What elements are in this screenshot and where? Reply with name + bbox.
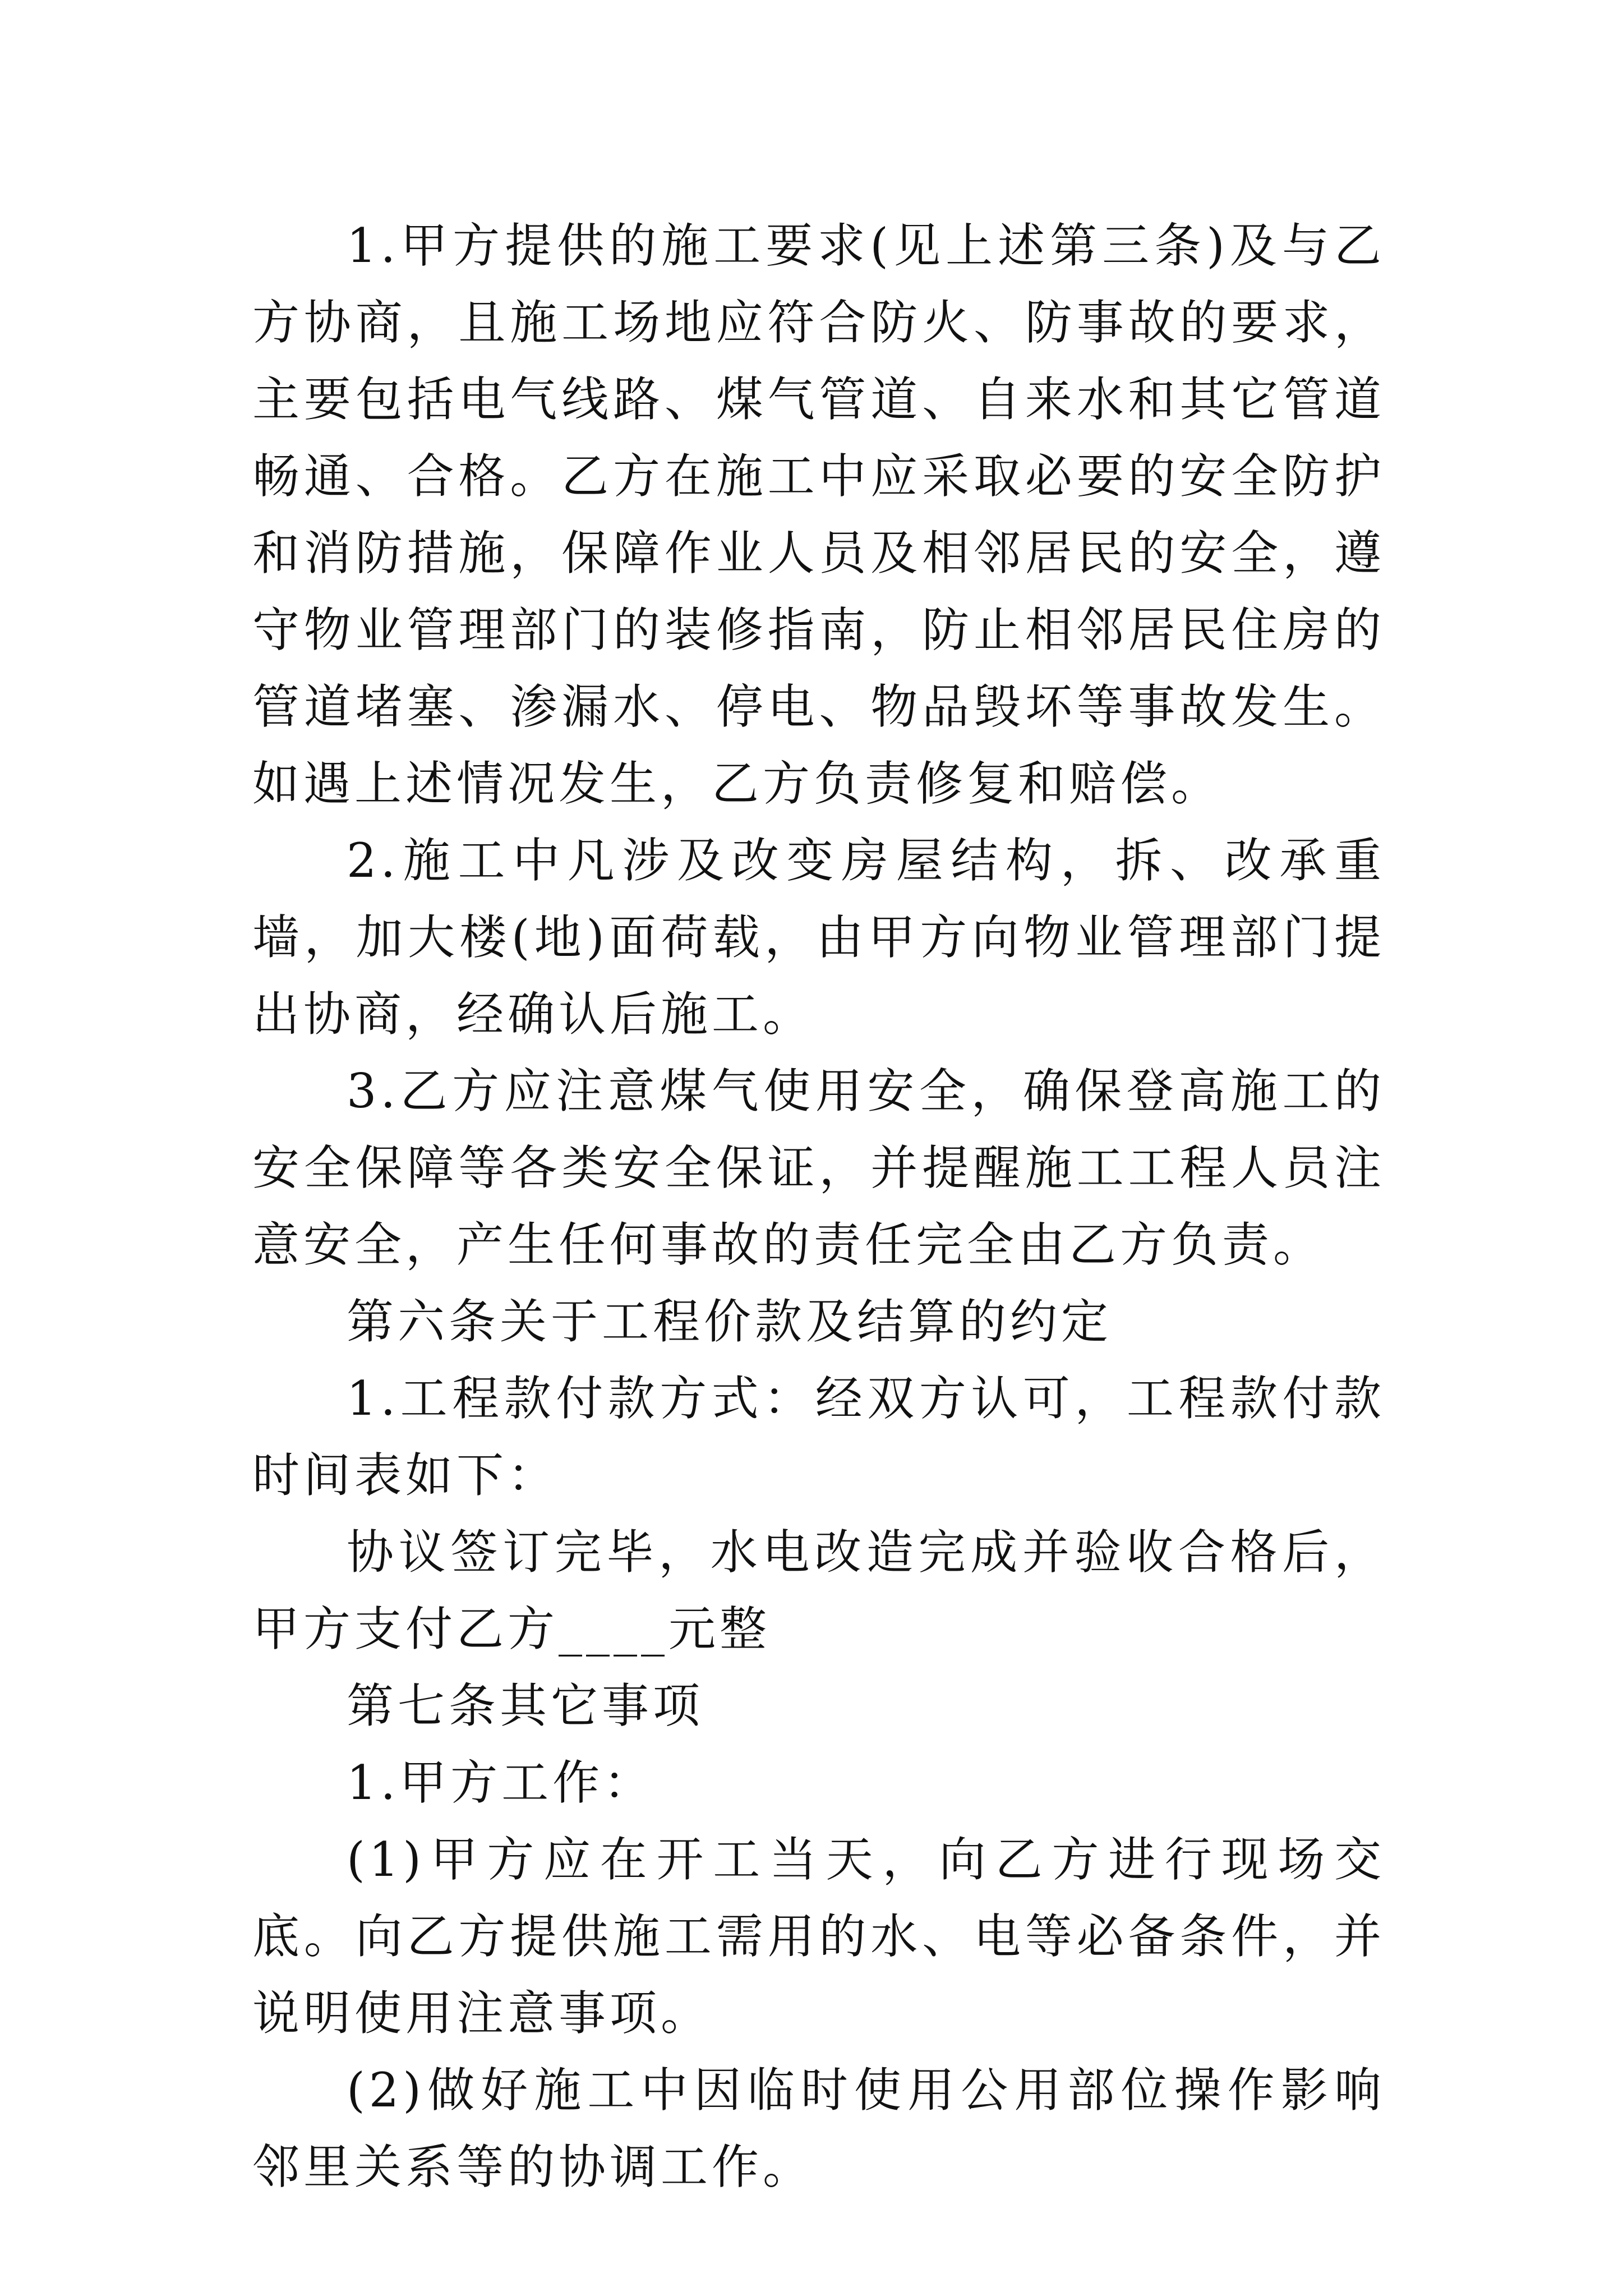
paragraph-payment-schedule: 协议签订完毕，水电改造完成并验收合格后，甲方支付乙方____元整 <box>252 1525 1385 1657</box>
paragraph-payment-method: 1.工程款付款方式：经双方认可，工程款付款时间表如下： <box>252 1371 1385 1503</box>
paragraph-party-a-item-2: (2)做好施工中因临时使用公用部位操作影响邻里关系等的协调工作。 <box>252 2063 1385 2194</box>
heading-article-7: 第七条其它事项 <box>347 1678 704 1733</box>
document-body <box>252 208 1385 2206</box>
heading-article-6: 第六条关于工程价款及结算的约定 <box>347 1294 1113 1349</box>
paragraph-clause-5-item-1: 1.甲方提供的施工要求(见上述第三条)及与乙方协商，且施工场地应符合防火、防事故的要求，主要包括电气线路、煤气管道、自来水和其它管道畅通、合格。乙方在施工中应采取必要的安全防护和消防措施，保障作业人员及相邻居民的安全，遵守物业管理部门的装修指南，防止相邻居民住房的管道堵塞、渗漏水、停电、物品毁坏等事故发生。如遇上述情况发生，乙方负责修复和赔偿。 <box>252 218 1385 811</box>
paragraph-clause-5-item-3: 3.乙方应注意煤气使用安全，确保登高施工的安全保障等各类安全保证，并提醒施工工程人员注意安全，产生任何事故的责任完全由乙方负责。 <box>252 1064 1385 1272</box>
paragraph-party-a-item-1: (1)甲方应在开工当天，向乙方进行现场交底。向乙方提供施工需用的水、电等必备条件，并说明使用注意事项。 <box>252 1832 1385 2041</box>
paragraph-party-a-work: 1.甲方工作： <box>347 1755 655 1810</box>
paragraph-clause-5-item-2: 2.施工中凡涉及改变房屋结构，拆、改承重墙，加大楼(地)面荷载，由甲方向物业管理部门提出协商，经确认后施工。 <box>252 833 1385 1042</box>
